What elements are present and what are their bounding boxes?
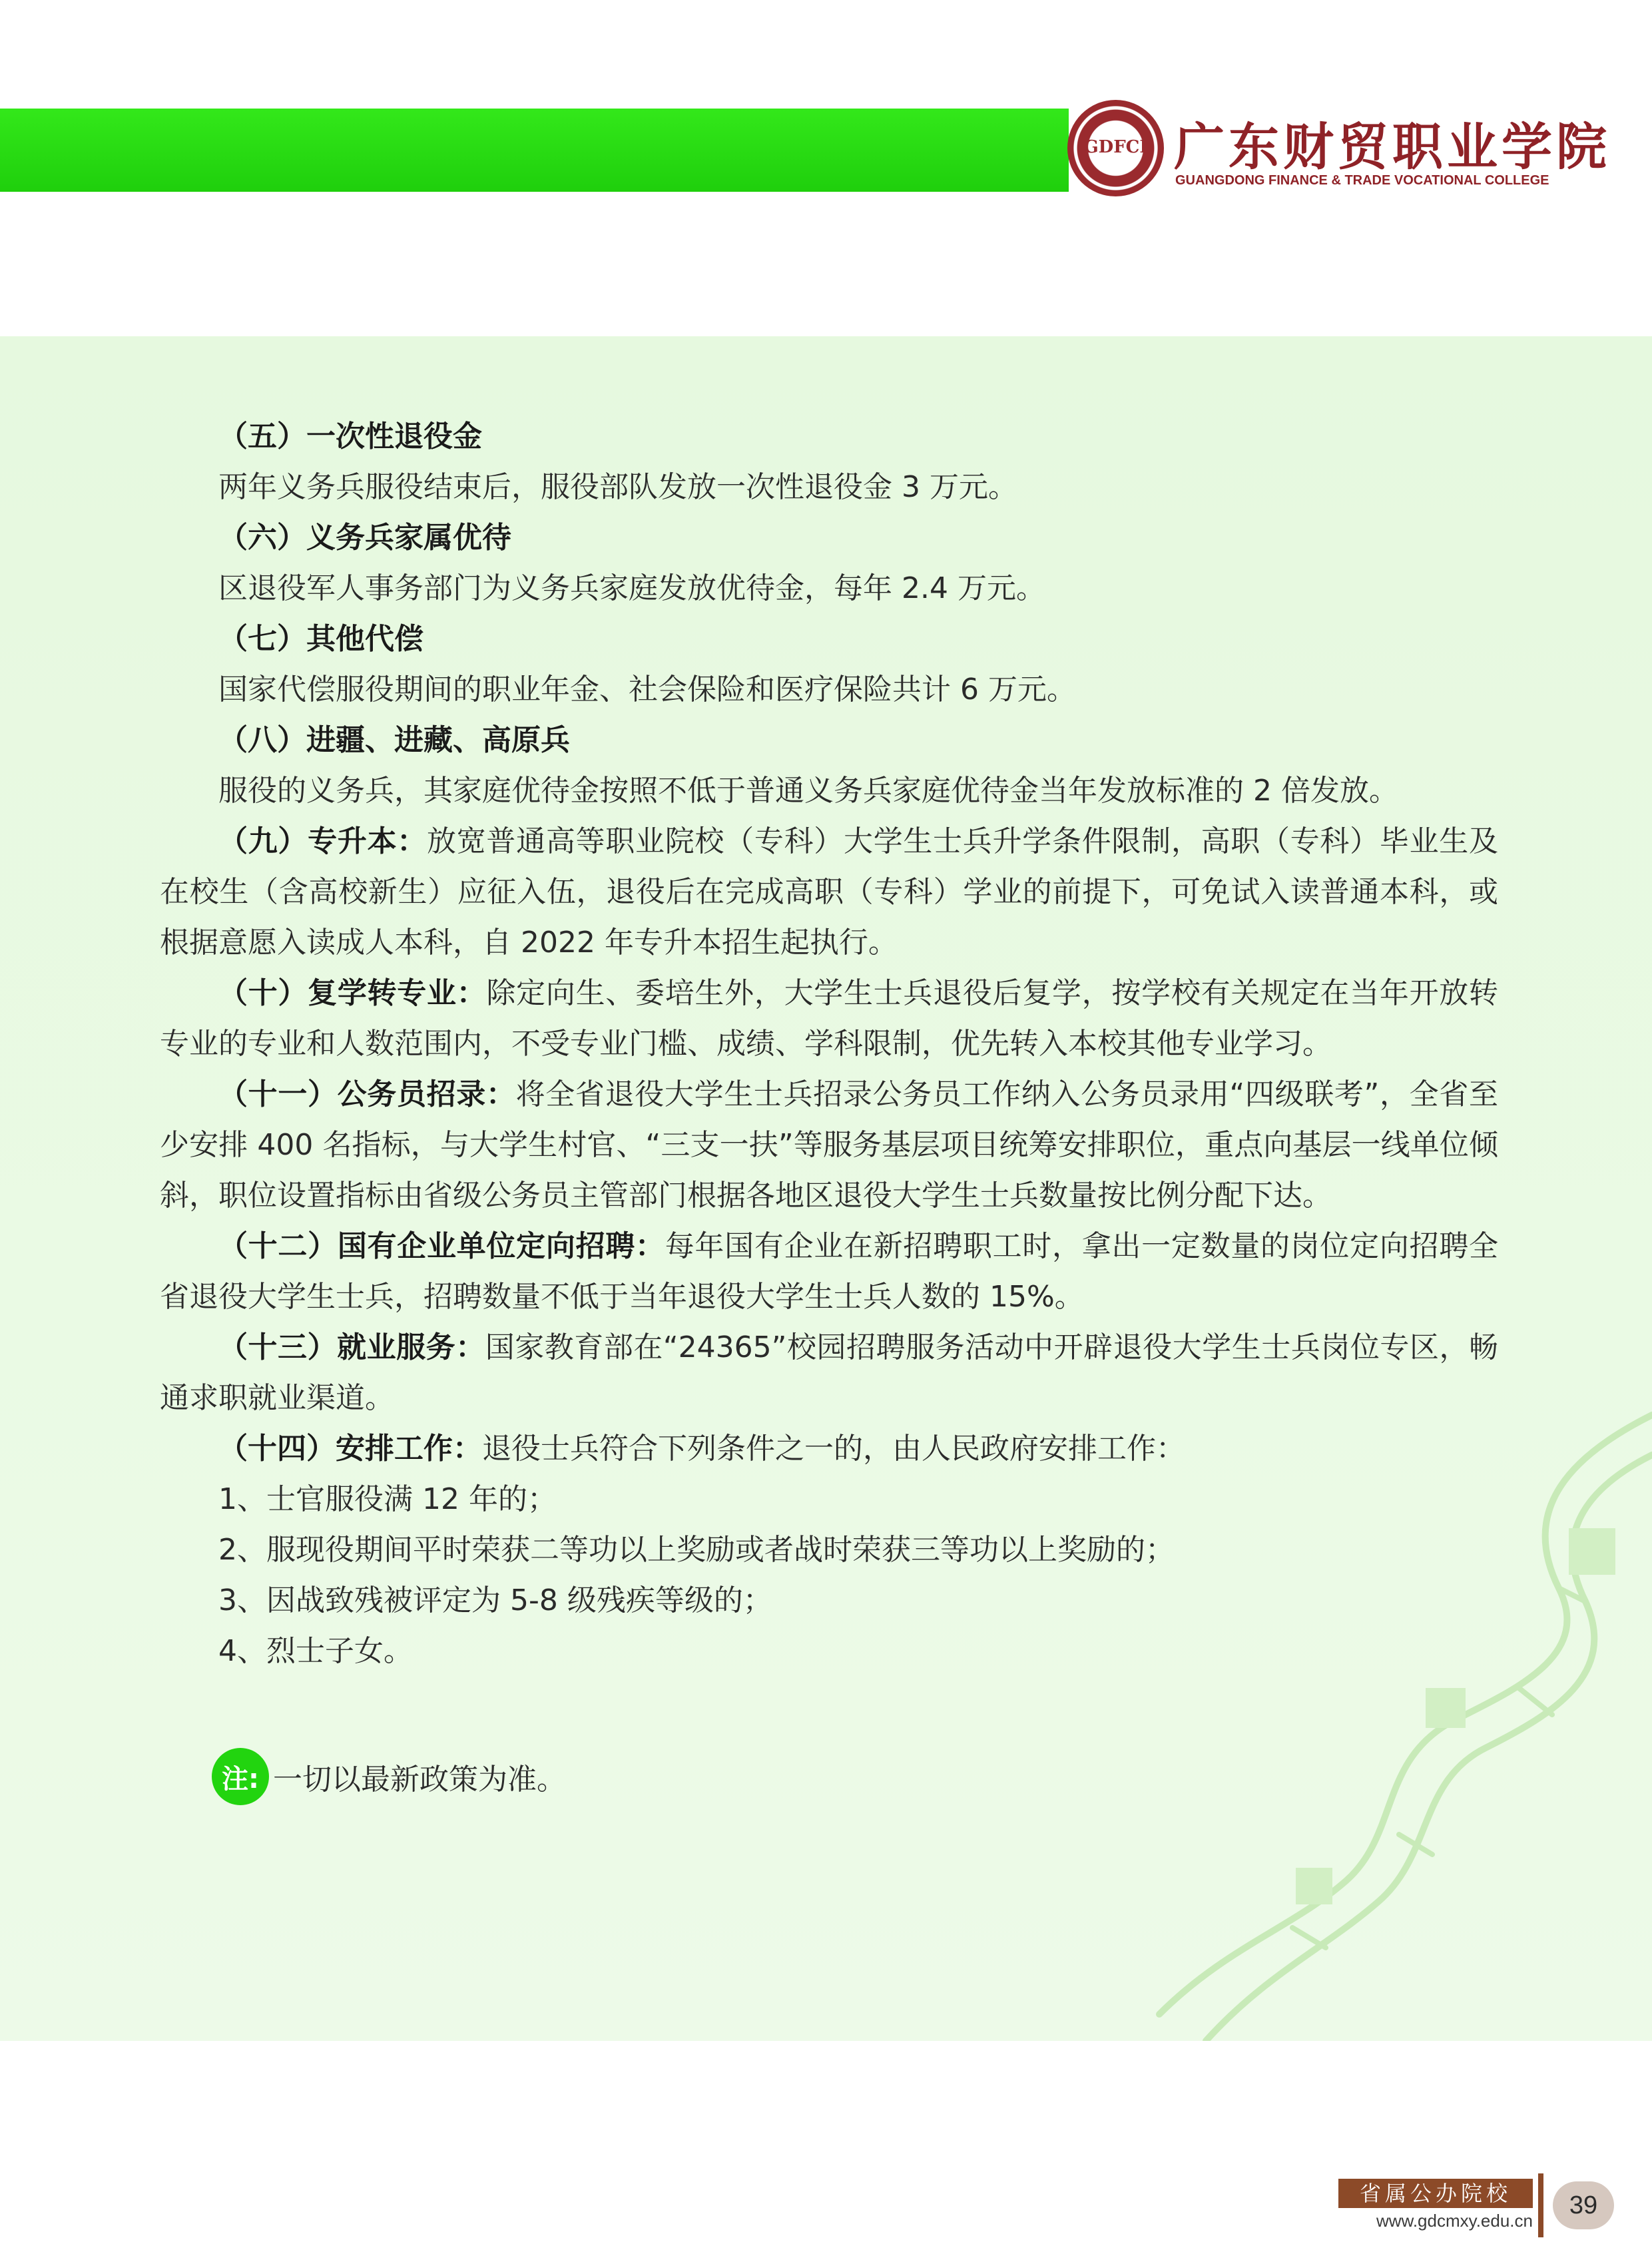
footer-title: 省属公办院校 <box>1338 2179 1533 2208</box>
policy-item-text: 将全省退役大学生士兵招录公务员工作纳入公务员录用“四级联考”，全省至少安排 400 名指标，与大学生村官、“三支一扶”等服务基层项目统筹安排职位，重点向基层一线单位倾斜，职位设置指标由省级公务员主管部门根据各地区退役大学生士兵数量按比例分配下达。 <box>160 1077 1498 1213</box>
policy-item <box>160 1069 1498 1221</box>
section-heading <box>160 513 1498 563</box>
college-logo <box>1067 100 1611 200</box>
body-paragraph: 3、因战致残被评定为 5-8 级残疾等级的； <box>218 1583 772 1617</box>
policy-item-label: （十一）公务员招录： <box>218 1077 516 1111</box>
policy-item-text: 放宽普通高等职业院校（专科）大学生士兵升学条件限制，高职（专科）毕业生及在校生（含高校新生）应征入伍，退役后在完成高职（专科）学业的前提下，可免试入读普通本科，或根据意愿入读成人本科，自 2022 年专升本招生起执行。 <box>160 824 1498 960</box>
note-badge: 注: <box>212 1748 269 1805</box>
section-heading <box>160 715 1498 766</box>
section-heading <box>160 412 1498 462</box>
body-paragraph: 服役的义务兵，其家庭优待金按照不低于普通义务兵家庭优待金当年发放标准的 2 倍发放。 <box>218 774 1398 808</box>
section-heading-label: （八）进疆、进藏、高原兵 <box>218 723 570 757</box>
section-heading-label: （六）义务兵家属优待 <box>218 521 511 555</box>
note-text: 一切以最新政策为准。 <box>273 1763 566 1797</box>
policy-item <box>160 1322 1498 1424</box>
header-green-band <box>0 109 1069 192</box>
policy-item-label: （十三）就业服务： <box>218 1330 485 1364</box>
college-name-cn: 广东财贸职业学院 <box>1174 117 1611 176</box>
body-paragraph: 区退役军人事务部门为义务兵家庭发放优待金，每年 2.4 万元。 <box>218 571 1045 605</box>
page-number: 39 <box>1553 2181 1614 2229</box>
policy-item-label: （十四）安排工作： <box>218 1432 482 1466</box>
policy-text <box>160 412 1498 1677</box>
section-heading-label: （五）一次性退役金 <box>218 420 482 453</box>
college-name-en: GUANGDONG FINANCE & TRADE VOCATIONAL COLLEGE <box>1175 173 1549 188</box>
body-paragraph: 2、服现役期间平时荣获二等功以上奖励或者战时荣获三等功以上奖励的； <box>218 1533 1175 1567</box>
section-heading <box>160 614 1498 665</box>
policy-item-label: （十二）国有企业单位定向招聘： <box>218 1229 665 1263</box>
policy-item-label: （十）复学转专业： <box>218 976 487 1010</box>
footer-url: www.gdcmxy.edu.cn <box>1376 2211 1533 2231</box>
note <box>212 1748 566 1805</box>
policy-item-text: 退役士兵符合下列条件之一的，由人民政府安排工作： <box>482 1432 1185 1466</box>
page-footer <box>1338 2179 1631 2232</box>
footer-divider <box>1538 2173 1543 2237</box>
body-paragraph: 4、烈士子女。 <box>218 1634 413 1668</box>
policy-item-text: 除定向生、委培生外，大学生士兵退役后复学，按学校有关规定在当年开放转专业的专业和人数范围内，不受专业门槛、成绩、学科限制，优先转入本校其他专业学习。 <box>160 976 1499 1061</box>
policy-item <box>160 1221 1498 1322</box>
policy-item-text: 国家教育部在“24365”校园招聘服务活动中开辟退役大学生士兵岗位专区，畅通求职就业渠道。 <box>160 1330 1498 1415</box>
body-paragraph: 两年义务兵服役结束后，服役部队发放一次性退役金 3 万元。 <box>218 470 1017 504</box>
policy-item-label: （九）专升本： <box>218 824 427 858</box>
policy-item-text: 每年国有企业在新招聘职工时，拿出一定数量的岗位定向招聘全省退役大学生士兵，招聘数量不低于当年退役大学生士兵人数的 15%。 <box>160 1229 1499 1314</box>
policy-item <box>160 968 1498 1069</box>
college-seal-icon: GDFCI <box>1067 100 1164 196</box>
policy-item <box>160 816 1498 968</box>
section-heading-label: （七）其他代偿 <box>218 622 423 656</box>
body-paragraph: 1、士官服役满 12 年的； <box>218 1482 557 1516</box>
policy-item <box>160 1424 1498 1474</box>
body-paragraph: 国家代偿服役期间的职业年金、社会保险和医疗保险共计 6 万元。 <box>218 673 1076 706</box>
